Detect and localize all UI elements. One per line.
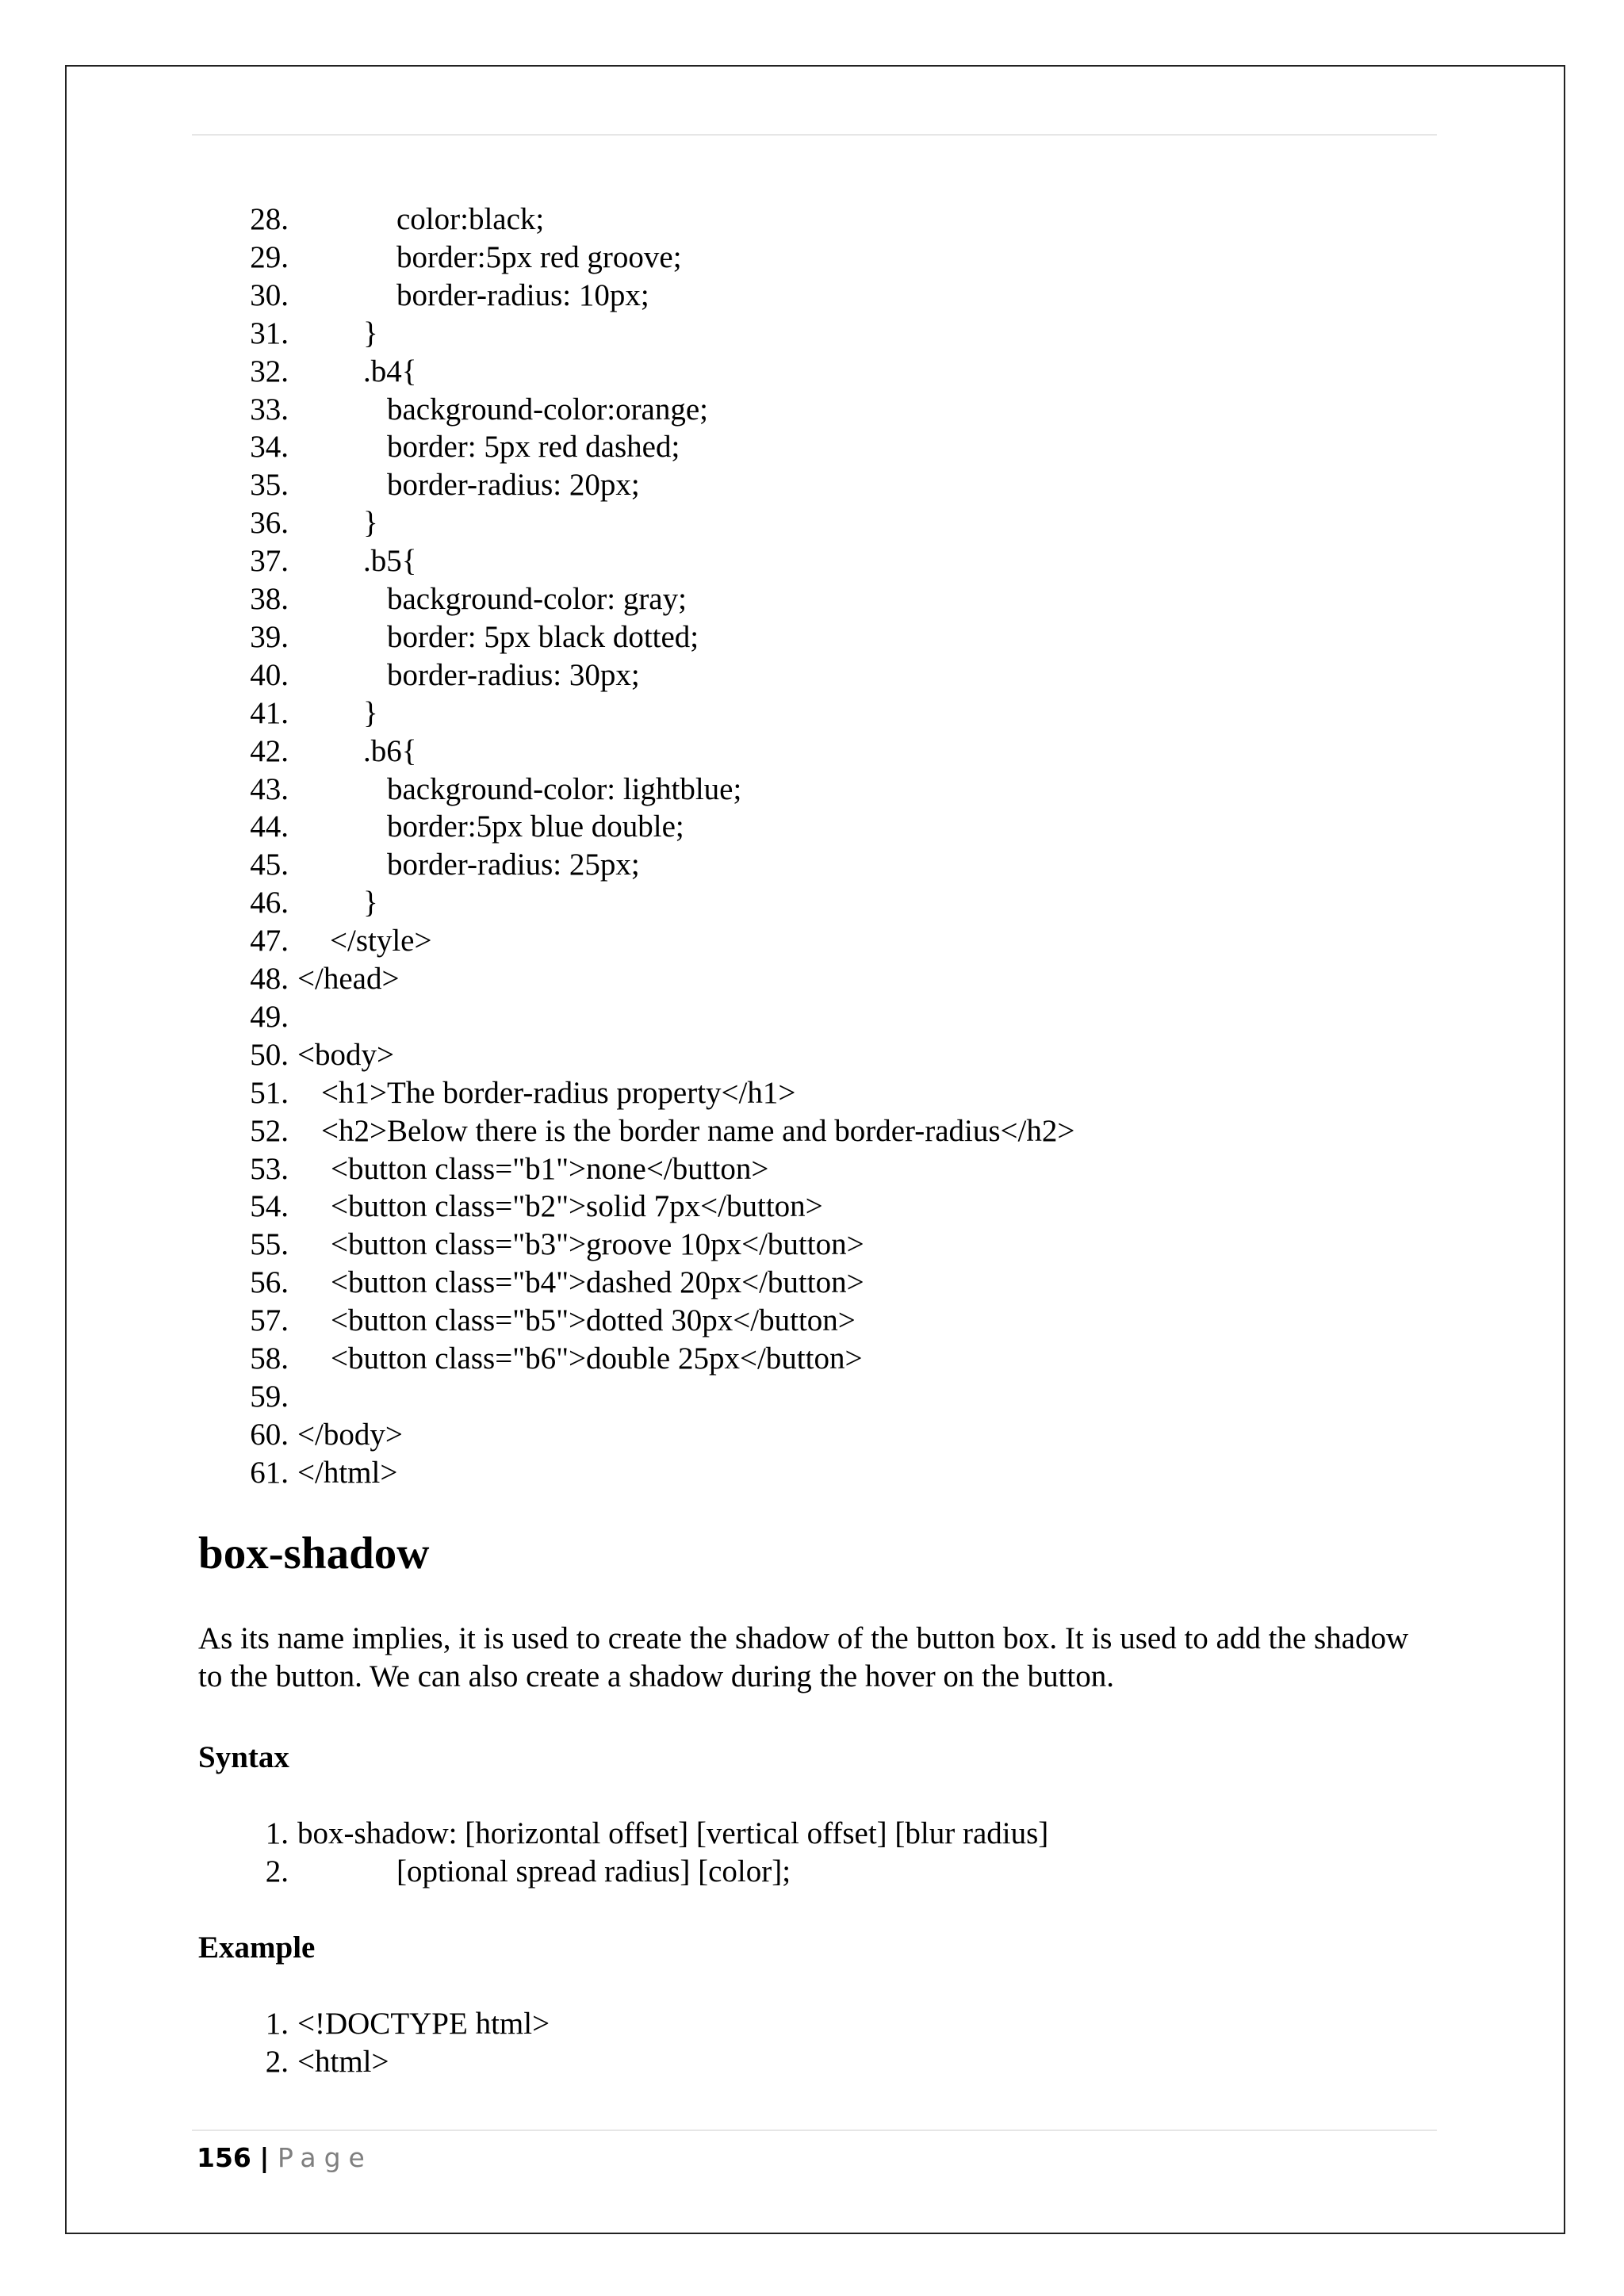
line-number: 49.	[250, 999, 289, 1034]
line-number: 44.	[250, 809, 289, 844]
line-text: <button class="b1">none</button>	[331, 1151, 769, 1186]
line-number: 39.	[250, 619, 289, 654]
example-label: Example	[198, 1931, 316, 1965]
line-number: 42.	[250, 733, 289, 768]
section-paragraph: As its name implies, it is used to create the shadow of the button box. It is used to add the shadow to the button. We can also create a shadow during the hover on the button.	[198, 1621, 1409, 1693]
line-text: border: 5px black dotted;	[387, 619, 699, 654]
line-text: <button class="b4">dashed 20px</button>	[331, 1265, 864, 1300]
line-number: 59.	[250, 1379, 289, 1414]
line-number: 48.	[250, 962, 289, 996]
line-number: 41.	[250, 695, 289, 730]
line-number: 30.	[250, 277, 289, 312]
line-text: <h2>Below there is the border name and border-radius</h2>	[321, 1113, 1075, 1148]
syntax-label: Syntax	[198, 1740, 289, 1774]
line-text: <body>	[297, 1037, 394, 1072]
line-text: color:black;	[396, 202, 545, 236]
line-text: background-color: lightblue;	[387, 771, 742, 806]
line-number: 46.	[250, 886, 289, 920]
line-number: 2.	[265, 1854, 289, 1888]
line-text: }	[363, 316, 378, 350]
line-number: 1.	[265, 2007, 289, 2041]
line-number: 54.	[250, 1189, 289, 1224]
line-text: }	[363, 886, 378, 920]
line-number: 55.	[250, 1227, 289, 1262]
line-text: border-radius: 25px;	[387, 848, 640, 882]
page-label: Page	[277, 2142, 373, 2173]
line-number: 37.	[250, 544, 289, 579]
line-number: 52.	[250, 1113, 289, 1148]
line-text: <h1>The border-radius property</h1>	[321, 1075, 796, 1110]
line-number: 47.	[250, 924, 289, 959]
line-text: }	[363, 695, 378, 730]
line-number: 51.	[250, 1075, 289, 1110]
line-number: 2.	[265, 2045, 289, 2079]
section-heading: box-shadow	[198, 1529, 430, 1578]
line-text: .b6{	[363, 733, 417, 768]
header-rule	[192, 134, 1437, 136]
line-number: 58.	[250, 1341, 289, 1376]
line-text: border-radius: 10px;	[396, 277, 649, 312]
line-text: <html>	[297, 2045, 389, 2079]
line-text: <button class="b3">groove 10px</button>	[331, 1227, 864, 1262]
line-text: </head>	[297, 962, 400, 996]
line-number: 31.	[250, 316, 289, 350]
line-text: <!DOCTYPE html>	[297, 2007, 550, 2041]
line-number: 28.	[250, 202, 289, 236]
page-footer	[197, 2141, 373, 2175]
line-number: 34.	[250, 430, 289, 465]
line-text: .b4{	[363, 354, 417, 388]
line-number: 53.	[250, 1151, 289, 1186]
footer-rule	[192, 2130, 1437, 2131]
footer-separator: |	[259, 2142, 270, 2173]
line-text: </body>	[297, 1417, 403, 1452]
line-number: 43.	[250, 771, 289, 806]
line-text: }	[363, 506, 378, 541]
page-number: 156	[197, 2142, 251, 2173]
line-number: 32.	[250, 354, 289, 388]
line-number: 61.	[250, 1455, 289, 1490]
line-text: <button class="b5">dotted 30px</button>	[331, 1303, 856, 1338]
line-number: 40.	[250, 657, 289, 692]
line-number: 1.	[265, 1816, 289, 1850]
line-number: 57.	[250, 1303, 289, 1338]
line-number: 38.	[250, 582, 289, 616]
line-text: border:5px blue double;	[387, 809, 684, 844]
line-text: <button class="b6">double 25px</button>	[331, 1341, 863, 1376]
line-text: background-color:orange;	[387, 392, 709, 427]
line-number: 45.	[250, 848, 289, 882]
line-number: 56.	[250, 1265, 289, 1300]
line-number: 50.	[250, 1037, 289, 1072]
line-text: background-color: gray;	[387, 582, 687, 616]
line-text: border-radius: 20px;	[387, 468, 640, 503]
line-text: box-shadow: [horizontal offset] [vertical offset] [blur radius]	[297, 1816, 1049, 1850]
line-number: 29.	[250, 239, 289, 274]
line-number: 35.	[250, 468, 289, 503]
line-text: border:5px red groove;	[396, 239, 682, 274]
line-number: 60.	[250, 1417, 289, 1452]
line-text: .b5{	[363, 544, 417, 579]
line-text: border: 5px red dashed;	[387, 430, 680, 465]
line-text: <button class="b2">solid 7px</button>	[331, 1189, 823, 1224]
line-number: 36.	[250, 506, 289, 541]
line-text: [optional spread radius] [color];	[396, 1854, 791, 1888]
line-text: </html>	[297, 1455, 398, 1490]
line-text: border-radius: 30px;	[387, 657, 640, 692]
line-text: </style>	[330, 924, 432, 959]
line-number: 33.	[250, 392, 289, 427]
